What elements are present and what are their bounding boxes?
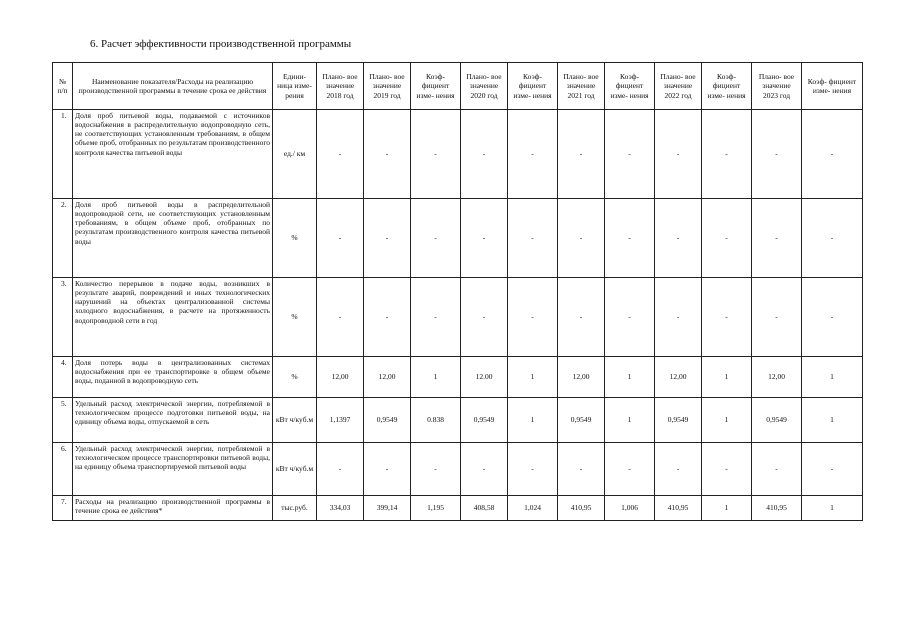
cell-plan-2021: -: [558, 199, 605, 278]
cell-coef-1: 1,195: [411, 496, 461, 521]
cell-coef-4: 1: [702, 357, 752, 398]
cell-plan-2018: -: [317, 443, 364, 496]
cell-plan-2022: 0,9549: [655, 398, 702, 443]
cell-plan-2021: 0,9549: [558, 398, 605, 443]
header-coef-5: Коэф- фициент изме- нения: [802, 63, 863, 110]
cell-plan-2023: 12,00: [752, 357, 802, 398]
cell-plan-2019: -: [364, 199, 411, 278]
cell-coef-5: 1: [802, 398, 863, 443]
cell-plan-2020: 12.00: [461, 357, 508, 398]
cell-coef-1: -: [411, 199, 461, 278]
cell-coef-5: 1: [802, 496, 863, 521]
table-row: [53, 199, 863, 278]
cell-plan-2023: -: [752, 199, 802, 278]
row-number: 6.: [53, 443, 73, 496]
cell-plan-2023: 410,95: [752, 496, 802, 521]
row-unit: %: [273, 199, 317, 278]
cell-plan-2020: 0,9549: [461, 398, 508, 443]
header-coef-1: Коэф- фициент изме- нения: [411, 63, 461, 110]
row-number: 7.: [53, 496, 73, 521]
table-row: [53, 357, 863, 398]
header-plan-2022: Плано- вое значение 2022 год: [655, 63, 702, 110]
cell-coef-1: -: [411, 443, 461, 496]
cell-plan-2021: 410,95: [558, 496, 605, 521]
cell-plan-2020: -: [461, 110, 508, 199]
header-num: № п/п: [53, 63, 73, 110]
cell-plan-2018: -: [317, 278, 364, 357]
row-name: Расходы на реализацию производственной программы в течение срока ее действия*: [73, 496, 273, 521]
header-plan-2021: Плано- вое значение 2021 год: [558, 63, 605, 110]
cell-coef-5: -: [802, 110, 863, 199]
cell-coef-5: -: [802, 278, 863, 357]
cell-coef-3: -: [605, 278, 655, 357]
cell-plan-2021: -: [558, 443, 605, 496]
header-plan-2023: Плано- вое значение 2023 год: [752, 63, 802, 110]
cell-plan-2023: 0,9549: [752, 398, 802, 443]
cell-coef-3: 1: [605, 398, 655, 443]
cell-plan-2023: -: [752, 110, 802, 199]
cell-coef-1: -: [411, 278, 461, 357]
cell-coef-2: 1: [508, 357, 558, 398]
cell-plan-2020: -: [461, 443, 508, 496]
header-name: Наименование показателя/Расходы на реализацию производственной программы в течение срока ее действия: [73, 63, 273, 110]
cell-plan-2023: -: [752, 278, 802, 357]
cell-plan-2019: 399,14: [364, 496, 411, 521]
cell-coef-3: 1: [605, 357, 655, 398]
cell-coef-1: -: [411, 110, 461, 199]
efficiency-table: [52, 62, 863, 521]
header-coef-2: Коэф- фициент изме- нения: [508, 63, 558, 110]
header-coef-3: Коэф- фициент изме- нения: [605, 63, 655, 110]
cell-plan-2019: -: [364, 278, 411, 357]
cell-plan-2020: -: [461, 199, 508, 278]
cell-coef-2: -: [508, 110, 558, 199]
cell-coef-3: -: [605, 199, 655, 278]
cell-coef-4: 1: [702, 496, 752, 521]
cell-plan-2019: 0,9549: [364, 398, 411, 443]
cell-coef-4: -: [702, 199, 752, 278]
row-unit: %: [273, 278, 317, 357]
cell-plan-2022: -: [655, 443, 702, 496]
row-unit: ед./ км: [273, 110, 317, 199]
cell-plan-2022: -: [655, 199, 702, 278]
table-row: [53, 398, 863, 443]
cell-coef-4: 1: [702, 398, 752, 443]
cell-coef-2: -: [508, 278, 558, 357]
table-row: [53, 443, 863, 496]
header-plan-2018: Плано- вое значение 2018 год: [317, 63, 364, 110]
table-row: [53, 496, 863, 521]
table-row: [53, 278, 863, 357]
cell-plan-2023: -: [752, 443, 802, 496]
cell-plan-2022: 12,00: [655, 357, 702, 398]
cell-coef-4: -: [702, 443, 752, 496]
row-unit: тыс.руб.: [273, 496, 317, 521]
cell-plan-2022: 410,95: [655, 496, 702, 521]
cell-plan-2021: -: [558, 110, 605, 199]
cell-plan-2021: -: [558, 278, 605, 357]
cell-plan-2020: -: [461, 278, 508, 357]
row-name: Доля проб питьевой воды, подаваемой с источников водоснабжения в распределительную водопроводную сеть, не соответствующих установленным требованиям, в общем объеме проб, отобранных по результатам производственного контроля качества питьевой воды: [73, 110, 273, 199]
cell-plan-2022: -: [655, 110, 702, 199]
cell-coef-2: 1,024: [508, 496, 558, 521]
row-name: Доля проб питьевой воды в распределительной водопроводной сети, не соответствующих установленным требованиям, в общем объеме проб, отобранных по результатам производственного контроля качества питьевой воды: [73, 199, 273, 278]
cell-coef-2: -: [508, 443, 558, 496]
cell-plan-2019: -: [364, 110, 411, 199]
cell-plan-2020: 408,58: [461, 496, 508, 521]
cell-plan-2021: 12,00: [558, 357, 605, 398]
row-number: 3.: [53, 278, 73, 357]
row-number: 4.: [53, 357, 73, 398]
header-unit: Едини- ница изме- рения: [273, 63, 317, 110]
row-number: 5.: [53, 398, 73, 443]
cell-coef-3: -: [605, 110, 655, 199]
cell-coef-5: -: [802, 199, 863, 278]
cell-plan-2019: 12,00: [364, 357, 411, 398]
row-name: Удельный расход электрической энергии, потребляемой в технологическом процессе подготовки питьевой воды, на единицу объема воды, отпускаемой в сеть: [73, 398, 273, 443]
cell-coef-2: 1: [508, 398, 558, 443]
cell-coef-5: 1: [802, 357, 863, 398]
section-title: 6. Расчет эффективности производственной программы: [90, 38, 352, 50]
cell-plan-2018: 12,00: [317, 357, 364, 398]
row-unit: %: [273, 357, 317, 398]
row-name: Количество перерывов в подаче воды, возникших в результате аварий, повреждений и иных технологических нарушений на объектах централизованной системы холодного водоснабжения, в расчете на протяженность водопроводной сети в год: [73, 278, 273, 357]
cell-plan-2018: 1,1397: [317, 398, 364, 443]
row-number: 2.: [53, 199, 73, 278]
row-unit: кВт ч/куб.м: [273, 398, 317, 443]
cell-coef-3: 1,006: [605, 496, 655, 521]
cell-plan-2018: -: [317, 199, 364, 278]
cell-plan-2022: -: [655, 278, 702, 357]
cell-plan-2019: -: [364, 443, 411, 496]
cell-coef-1: 0.838: [411, 398, 461, 443]
row-unit: кВт ч/куб.м: [273, 443, 317, 496]
header-plan-2020: Плано- вое значение 2020 год: [461, 63, 508, 110]
row-number: 1.: [53, 110, 73, 199]
row-name: Удельный расход электрической энергии, потребляемой в технологическом процессе транспортировки питьевой воды, на единицу объема транспортируемой питьевой воды: [73, 443, 273, 496]
cell-coef-4: -: [702, 110, 752, 199]
cell-plan-2018: 334,03: [317, 496, 364, 521]
header-plan-2019: Плано- вое значение 2019 год: [364, 63, 411, 110]
cell-plan-2018: -: [317, 110, 364, 199]
header-coef-4: Коэф- фициент изме- нения: [702, 63, 752, 110]
table-header-row: [53, 63, 863, 110]
cell-coef-1: 1: [411, 357, 461, 398]
cell-coef-4: -: [702, 278, 752, 357]
row-name: Доля потерь воды в централизованных системах водоснабжения при ее транспортировке в общем объеме воды, поданной в водопроводную сеть: [73, 357, 273, 398]
cell-coef-3: -: [605, 443, 655, 496]
cell-coef-5: -: [802, 443, 863, 496]
table-row: [53, 110, 863, 199]
cell-coef-2: -: [508, 199, 558, 278]
